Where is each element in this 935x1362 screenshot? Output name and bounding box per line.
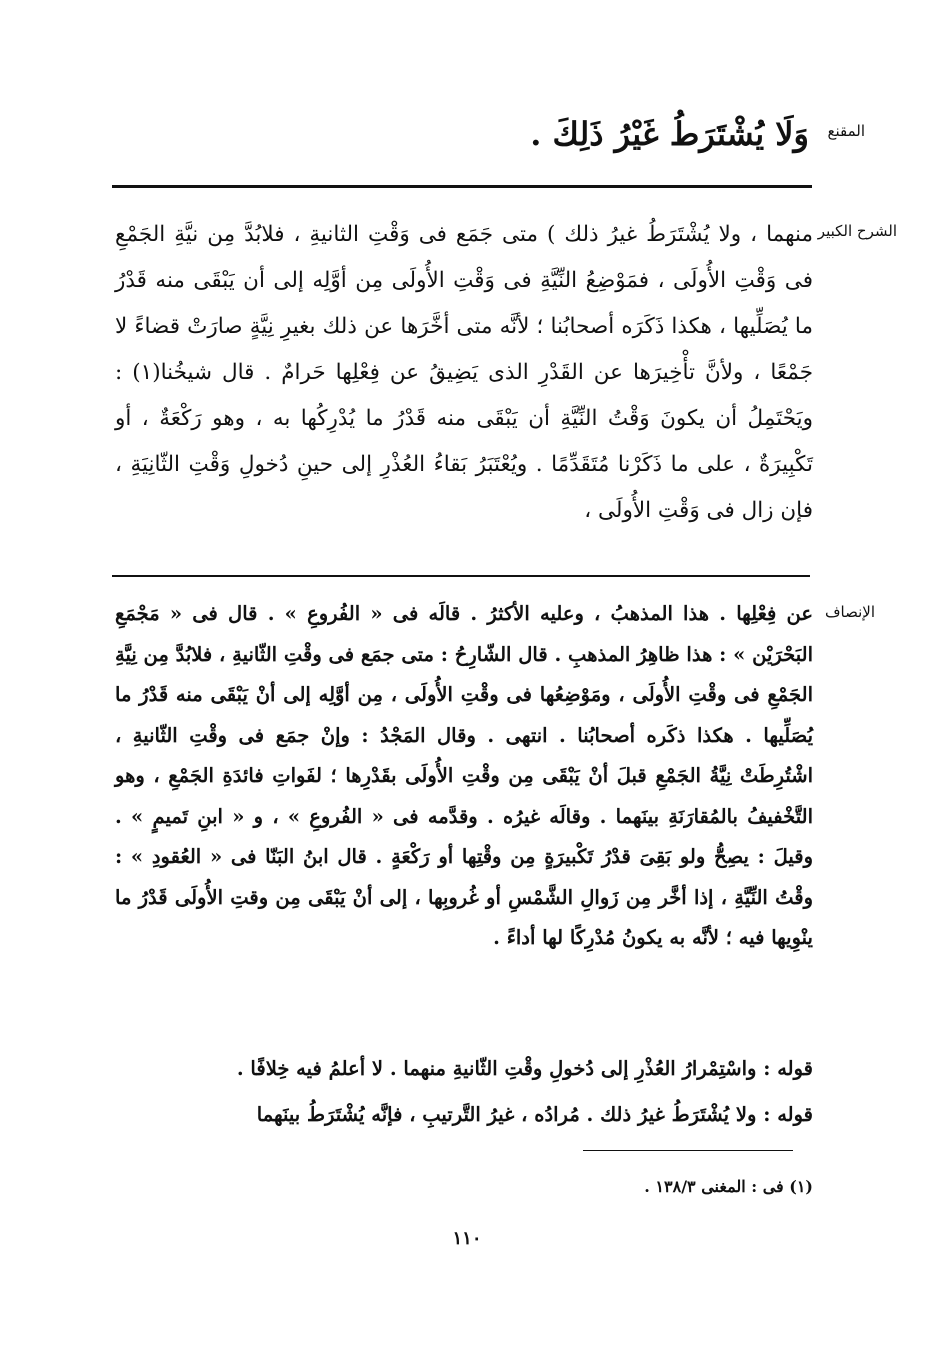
insaf-body: عن فِعْلِها . هذا المذهبُ ، وعليه الأكثرُ . قالَه فى « الفُروعِ » . قال فى « مَجْمَعِ البَحْرَيْن » : هذا ظاهِرُ المذهبِ . قال الشّارِحُ : متى جمَع فى وقْتِ الثّانيةِ ، فلابُدَّ مِن نِيَّةِ الجَمْعِ فى وقْتِ الأُولَى ، ومَوْضِعُها فى وقْتِ الأُولَى ، مِن أوَّلِه إلى أنْ يَبْقَى منه قَدْرُ ما يُصَلِّيها . هكذا ذكَره أصحابُنا . انتهى . وقال المَجْدُ : وإنْ جمَع فى وقْتِ الثّانيةِ ، اشْتُرِطَتْ نِيَّةُ الجَمْعِ قبلَ أنْ يَبْقَى مِن وقْتِ الأُولَى بقَدْرِها ؛ لفَواتِ فائدَةِ الجَمْعِ ، وهو التَّخْفيفُ بالمُقارَنَةِ بينَهما . وقالَه غيرُه . وقدَّمه فى « الفُروعِ » ، و « ابنِ تَميمٍ » . وقيلَ : يصِحُّ ولو بَقِىَ قدْرُ تَكْبيرَةٍ مِن وقْتِها أو رَكْعَةٍ . قال ابنُ البَنّا فى « العُقودِ » : وقْتُ النِّيَّةِ ، إذا أخَّر مِن زَوالِ الشَّمْسِ أو غُروبِها ، إلى أنْ يَبْقَى مِن وقتِ الأُولَى قَدْرُ ما ينْوِيها فيه ؛ لأنَّه به يكونُ مُدْرِكًا لها أداءً . <box>115 602 813 949</box>
insaf-label: الإنصاف <box>824 603 875 621</box>
muqni-label: المقنع <box>827 122 865 140</box>
qawl-statement-2: قوله : ولا يُشْتَرَطُ غيرُ ذلك . مُرادُه ، غيرُ التَّرتيبِ ، فإنَّه يُشْتَرَطُ بينَهما <box>256 1103 813 1126</box>
sharh-divider <box>112 575 810 577</box>
page-number: ١١٠ <box>452 1228 482 1249</box>
qawl-statement-1: قوله : واسْتِمْرارُ العُذْرِ إلى دُخولِ وقْتِ الثّانيةِ منهما . لا أعلمُ فيه خِلافًا . <box>236 1057 813 1080</box>
muqni-text: وَلَا يُشْتَرَطُ غَيْرُ ذَلِكَ . <box>530 115 809 153</box>
sharh-label: الشرح الكبير <box>817 222 897 240</box>
muqni-divider <box>112 185 812 188</box>
sharh-body: منهما ، ولا يُشْتَرَطُ غيرُ ذلك ) متى جَمَع فى وَقْتِ الثانيةِ ، فلابُدَّ مِن نيَّةِ الجَمْعِ فى وَقْتِ الأُولَى ، فمَوْضِعُ النِّيَّةِ فى وَقْتِ الأُولَى مِن أوَّلِه إلى أن يَبْقَى منه قَدْرُ ما يُصَلِّيها ، هكذا ذَكَرَه أصحابُنا ؛ لأنَّه متى أخَّرَها عن ذلك بغيرِ نِيَّةٍ صارَتْ قضاءً لا جَمْعًا ، ولأنَّ تأْخِيرَها عن القَدْرِ الذى يَضِيقُ عن فِعْلِها حَرامٌ . قال شيخُنا(١) : ويَحْتَمِلُ أن يكونَ وَقْتُ النِّيَّةِ أن يَبْقَى منه قَدْرُ ما يُدْرِكُها به ، وهو رَكْعَةٌ ، أو تَكْبِيرَةٌ ، على ما ذَكَرْنا مُتَقَدِّمًا . ويُعْتَبَرُ بَقاءُ العُذْرِ إلى حينِ دُخولِ وَقْتِ الثّانِيَةِ ، فإن زال فى وَقْتِ الأُولَى ، <box>115 222 814 523</box>
footnote: (١) فى : المغنى ١٣٨/٣ . <box>644 1177 813 1196</box>
footnote-divider <box>583 1150 793 1151</box>
